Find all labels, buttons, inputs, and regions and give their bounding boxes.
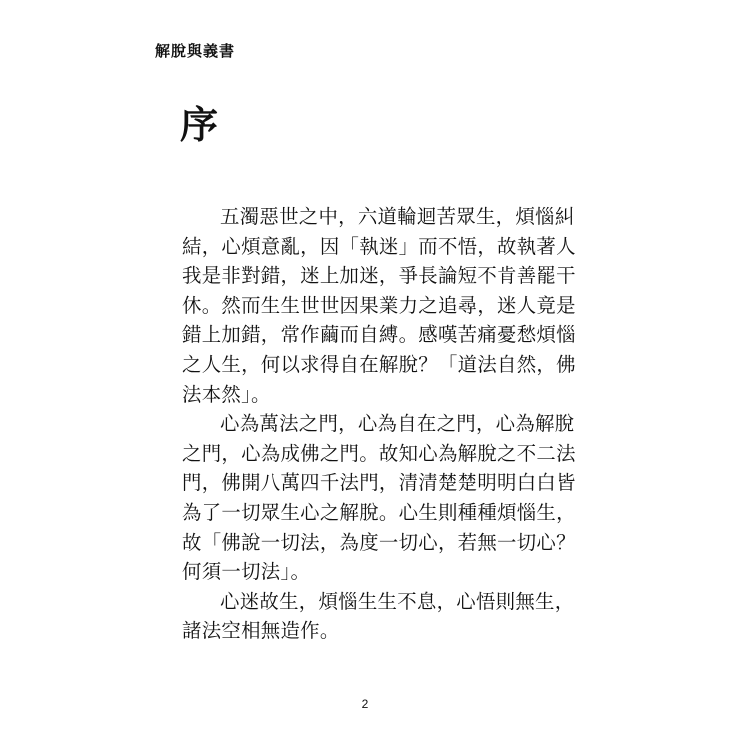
paragraph-line: 諸法空相無造作。 [182, 619, 340, 643]
paragraph-line: 之門，心為成佛之門。故知心為解脫之不二法 [182, 441, 576, 465]
running-header: 解脫與義書 [155, 42, 236, 60]
page-number: 2 [361, 697, 369, 711]
paragraph-line: 結，心煩意亂，因「執迷」而不悟，故執著人 [182, 234, 576, 258]
paragraph-line: 門，佛開八萬四千法門，清清楚楚明明白白皆 [182, 471, 576, 495]
paragraph-line: 錯上加錯，常作繭而自縛。感嘆苦痛憂愁煩惱 [182, 323, 576, 347]
body-text [182, 202, 576, 646]
paragraph-line: 為了一切眾生心之解脫。心生則種種煩惱生， [182, 500, 576, 524]
paragraph-line: 何須一切法」。 [182, 560, 311, 584]
paragraph-line: 我是非對錯，迷上加迷，爭長論短不肯善罷干 [182, 264, 576, 288]
paragraph-line: 心為萬法之門，心為自在之門，心為解脫 [220, 412, 575, 436]
paragraph-line: 法本然」。 [182, 382, 271, 406]
paragraph-line: 五濁惡世之中，六道輪迴苦眾生，煩惱糾 [220, 205, 575, 228]
chapter-title: 序 [180, 102, 219, 147]
paragraph-line: 休。然而生生世世因果業力之追尋，迷人竟是 [182, 293, 576, 317]
paragraph-line: 之人生，何以求得自在解脫？「道法自然，佛 [182, 352, 576, 376]
paragraph-line: 故「佛說一切法，為度一切心，若無一切心？ [182, 530, 576, 554]
paragraph-line: 心迷故生，煩惱生生不息，心悟則無生， [220, 589, 575, 613]
